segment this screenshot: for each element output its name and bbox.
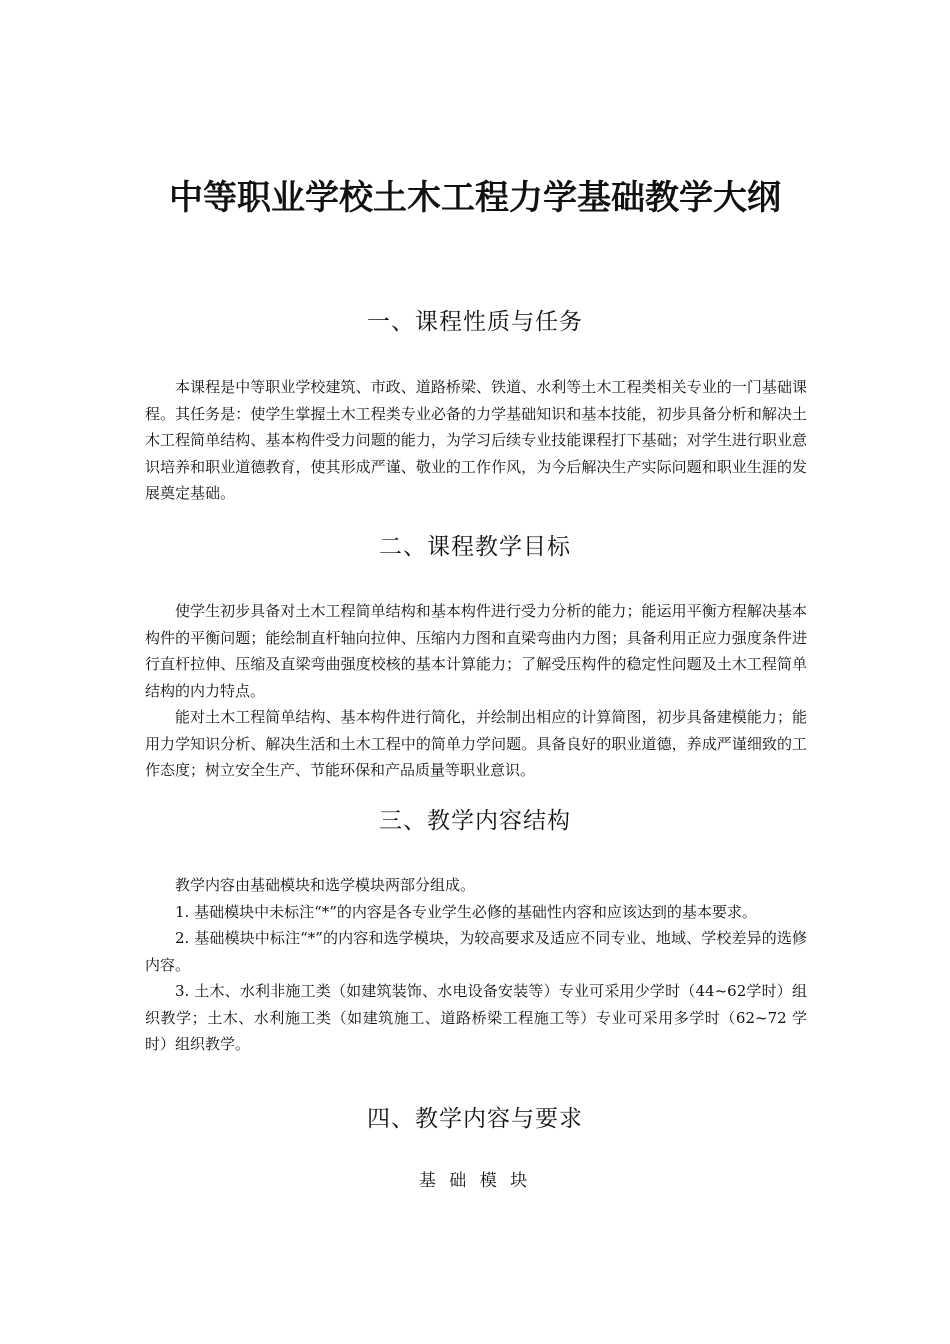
section-body-course-nature — [145, 374, 807, 507]
section-body-teaching-goals — [145, 598, 807, 784]
section-heading-content-requirements: 四、教学内容与要求 — [367, 1106, 583, 1132]
paragraph: 教学内容由基础模块和选学模块两部分组成。 — [175, 876, 476, 894]
paragraph: 能对土木工程简单结构、基本构件进行简化，并绘制出相应的计算简图，初步具备建模能力；能用力学知识分析、解决生活和土木工程中的简单力学问题。具备良好的职业道德，养成严谨细致的工作态度；树立安全生产、节能环保和产品质量等职业意识。 — [145, 708, 807, 779]
paragraph: 使学生初步具备对土木工程简单结构和基本构件进行受力分析的能力；能运用平衡方程解决基本构件的平衡问题；能绘制直杆轴向拉伸、压缩内力图和直梁弯曲内力图；具备利用正应力强度条件进行直杆拉伸、压缩及直梁弯曲强度校核的基本计算能力；了解受压构件的稳定性问题及土木工程简单结构的内力特点。 — [145, 602, 807, 700]
section-body-content-structure — [145, 872, 807, 1058]
subheading-basic-module: 基 础 模 块 — [418, 1171, 532, 1191]
section-heading-content-structure: 三、教学内容结构 — [379, 808, 571, 834]
document-title: 中等职业学校土木工程力学基础教学大纲 — [169, 178, 781, 218]
list-item: 2. 基础模块中标注“*”的内容和选学模块，为较高要求及适应不同专业、地域、学校差异的选修内容。 — [145, 929, 807, 974]
section-heading-teaching-goals: 二、课程教学目标 — [379, 534, 571, 560]
paragraph: 本课程是中等职业学校建筑、市政、道路桥梁、铁道、水利等土木工程类相关专业的一门基础课程。其任务是：使学生掌握土木工程类专业必备的力学基础知识和基本技能，初步具备分析和解决土木工程简单结构、基本构件受力问题的能力，为学习后续专业技能课程打下基础；对学生进行职业意识培养和职业道德教育，使其形成严谨、敬业的工作作风，为今后解决生产实际问题和职业生涯的发展奠定基础。 — [145, 378, 807, 502]
list-item: 1. 基础模块中未标注“*”的内容是各专业学生必修的基础性内容和应该达到的基本要求。 — [175, 902, 757, 921]
list-item: 3. 土木、水利非施工类（如建筑装饰、水电设备安装等）专业可采用少学时（44~62学时）组织教学；土木、水利施工类（如建筑施工、道路桥梁工程施工等）专业可采用多学时（62~72 学时）组织教学。 — [145, 982, 807, 1053]
section-heading-course-nature: 一、课程性质与任务 — [367, 309, 583, 335]
